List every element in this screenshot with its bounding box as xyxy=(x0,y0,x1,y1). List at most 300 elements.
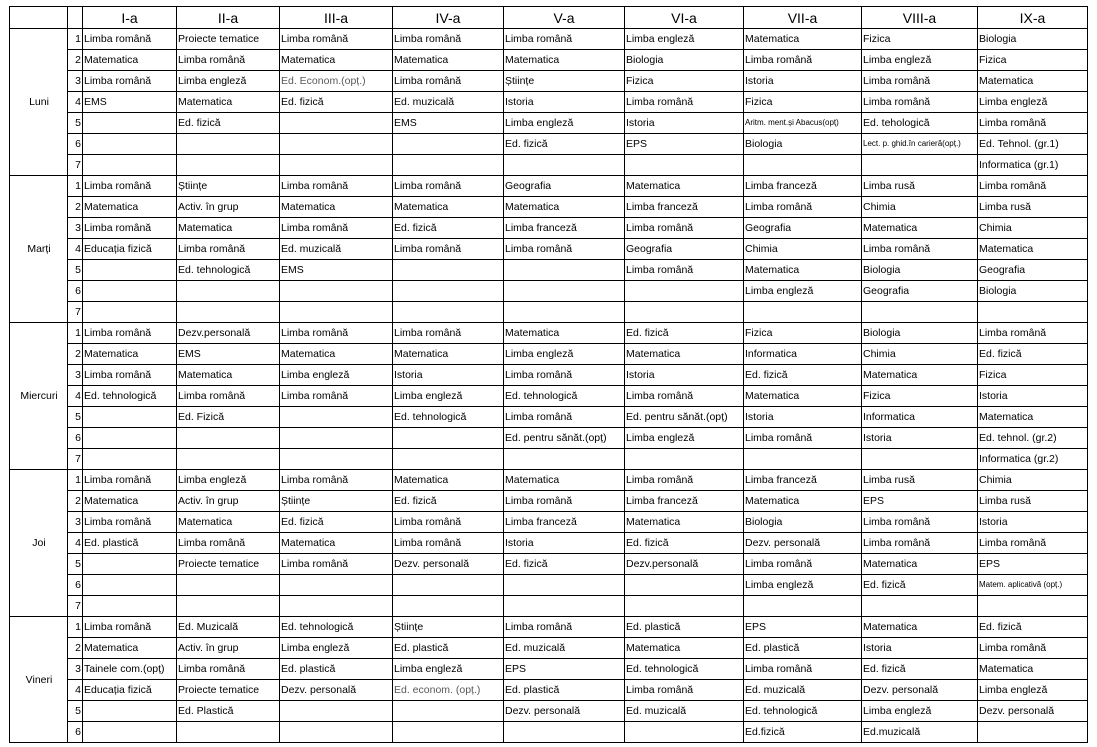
subject-cell: Matem. aplicativă (opț.) xyxy=(978,575,1088,596)
lesson-row xyxy=(10,113,1088,134)
subject-cell: Ed. tehnologică xyxy=(280,617,393,638)
lesson-row xyxy=(10,218,1088,239)
subject-cell: Matematica xyxy=(862,554,978,575)
subject-cell: Ed. tehnologică xyxy=(393,407,504,428)
subject-cell: Limba engleză xyxy=(744,281,862,302)
subject-cell: Limba franceză xyxy=(744,470,862,491)
subject-cell: Matematica xyxy=(744,29,862,50)
subject-cell: Limba română xyxy=(280,554,393,575)
lesson-row xyxy=(10,260,1088,281)
lesson-row xyxy=(10,323,1088,344)
lesson-number: 4 xyxy=(68,386,83,407)
lesson-row xyxy=(10,512,1088,533)
subject-cell: Științe xyxy=(177,176,280,197)
subject-cell: Limba română xyxy=(744,554,862,575)
lesson-number: 7 xyxy=(68,449,83,470)
subject-cell: Limba română xyxy=(978,638,1088,659)
day-label: Luni xyxy=(10,29,68,176)
subject-cell: Limba franceză xyxy=(744,176,862,197)
subject-cell: EMS xyxy=(177,344,280,365)
subject-cell: Aritm. ment.și Abacus(opț) xyxy=(744,113,862,134)
subject-cell: Limba engleză xyxy=(280,638,393,659)
subject-cell: Matematica xyxy=(393,470,504,491)
subject-cell: Limba engleză xyxy=(177,71,280,92)
subject-cell: Limba română xyxy=(83,176,177,197)
subject-cell: Geografia xyxy=(504,176,625,197)
subject-cell: Limba română xyxy=(83,470,177,491)
subject-cell: EMS xyxy=(280,260,393,281)
subject-cell: Activ. în grup xyxy=(177,491,280,512)
subject-cell: EMS xyxy=(83,92,177,113)
subject-cell: Ed.muzicală xyxy=(862,722,978,743)
subject-cell: Limba română xyxy=(83,512,177,533)
subject-cell: Matematica xyxy=(280,50,393,71)
header-class: VI-a xyxy=(625,7,744,29)
subject-cell: Educația fizică xyxy=(83,680,177,701)
subject-cell: Fizica xyxy=(978,50,1088,71)
subject-cell: Istoria xyxy=(393,365,504,386)
subject-cell: Matematica xyxy=(177,218,280,239)
subject-cell: Geografia xyxy=(625,239,744,260)
subject-cell: Dezv. personală xyxy=(744,533,862,554)
subject-cell xyxy=(83,596,177,617)
subject-cell: Chimia xyxy=(744,239,862,260)
subject-cell: Istoria xyxy=(625,113,744,134)
subject-cell xyxy=(744,155,862,176)
lesson-number: 3 xyxy=(68,365,83,386)
subject-cell: Matematica xyxy=(978,407,1088,428)
subject-cell: Limba franceză xyxy=(625,197,744,218)
subject-cell: Fizica xyxy=(862,386,978,407)
lesson-number: 5 xyxy=(68,701,83,722)
subject-cell: Dezv. personală xyxy=(393,554,504,575)
subject-cell: Matematica xyxy=(744,386,862,407)
subject-cell: Matematica xyxy=(978,71,1088,92)
lesson-number: 2 xyxy=(68,344,83,365)
subject-cell xyxy=(280,575,393,596)
subject-cell: Matematica xyxy=(625,512,744,533)
subject-cell xyxy=(393,155,504,176)
subject-cell: Matematica xyxy=(744,260,862,281)
subject-cell: Limba română xyxy=(625,92,744,113)
subject-cell: Ed.fizică xyxy=(744,722,862,743)
subject-cell: Ed. Plastică xyxy=(177,701,280,722)
subject-cell: Matematica xyxy=(625,344,744,365)
subject-cell: Limba engleză xyxy=(744,575,862,596)
subject-cell: Matematica xyxy=(83,344,177,365)
lesson-number: 4 xyxy=(68,239,83,260)
subject-cell: Istoria xyxy=(862,638,978,659)
subject-cell xyxy=(280,134,393,155)
lesson-number: 2 xyxy=(68,491,83,512)
subject-cell: Limba română xyxy=(504,407,625,428)
subject-cell: Limba engleză xyxy=(978,92,1088,113)
day-label: Marți xyxy=(10,176,68,323)
subject-cell: Chimia xyxy=(978,218,1088,239)
subject-cell: Proiecte tematice xyxy=(177,29,280,50)
lesson-row xyxy=(10,50,1088,71)
subject-cell: Limba română xyxy=(83,71,177,92)
subject-cell: Limba engleză xyxy=(504,344,625,365)
lesson-number: 6 xyxy=(68,428,83,449)
subject-cell xyxy=(504,302,625,323)
lesson-number: 4 xyxy=(68,680,83,701)
subject-cell: Limba franceză xyxy=(504,512,625,533)
subject-cell: Matematica xyxy=(177,512,280,533)
subject-cell: Limba română xyxy=(862,533,978,554)
subject-cell: Ed. tehnologică xyxy=(625,659,744,680)
lesson-number: 1 xyxy=(68,617,83,638)
subject-cell: Limba română xyxy=(504,365,625,386)
subject-cell: Ed. fizică xyxy=(978,617,1088,638)
subject-cell xyxy=(280,596,393,617)
subject-cell: Ed. muzicală xyxy=(744,680,862,701)
lesson-number: 3 xyxy=(68,659,83,680)
subject-cell: Limba română xyxy=(625,260,744,281)
subject-cell: Ed. tehnologică xyxy=(177,260,280,281)
subject-cell: Limba engleză xyxy=(504,113,625,134)
subject-cell: Proiecte tematice xyxy=(177,554,280,575)
subject-cell: Activ. în grup xyxy=(177,197,280,218)
subject-cell: Limba rusă xyxy=(862,176,978,197)
lesson-row xyxy=(10,302,1088,323)
lesson-row xyxy=(10,554,1088,575)
lesson-row xyxy=(10,92,1088,113)
subject-cell xyxy=(393,281,504,302)
lesson-row xyxy=(10,155,1088,176)
lesson-number: 7 xyxy=(68,155,83,176)
subject-cell: Ed. tehnologică xyxy=(744,701,862,722)
lesson-number: 3 xyxy=(68,71,83,92)
subject-cell: Limba română xyxy=(862,92,978,113)
subject-cell: Ed. econom. (opț.) xyxy=(393,680,504,701)
subject-cell: Limba română xyxy=(744,197,862,218)
subject-cell: Limba engleză xyxy=(625,428,744,449)
subject-cell: Ed. tehnol. (gr.2) xyxy=(978,428,1088,449)
subject-cell: Matematica xyxy=(978,659,1088,680)
subject-cell: Limba română xyxy=(978,176,1088,197)
subject-cell: Dezv.personală xyxy=(177,323,280,344)
subject-cell: Limba română xyxy=(280,470,393,491)
lesson-number: 4 xyxy=(68,533,83,554)
subject-cell: Limba franceză xyxy=(625,491,744,512)
subject-cell xyxy=(862,596,978,617)
lesson-row xyxy=(10,470,1088,491)
subject-cell: Activ. în grup xyxy=(177,638,280,659)
subject-cell xyxy=(177,596,280,617)
lesson-row xyxy=(10,239,1088,260)
subject-cell: Limba rusă xyxy=(978,491,1088,512)
header-class: II-a xyxy=(177,7,280,29)
subject-cell xyxy=(393,575,504,596)
subject-cell: Limba română xyxy=(504,239,625,260)
subject-cell xyxy=(280,113,393,134)
subject-cell: EPS xyxy=(625,134,744,155)
lesson-row xyxy=(10,617,1088,638)
subject-cell: Chimia xyxy=(978,470,1088,491)
subject-cell: Tainele com.(opț) xyxy=(83,659,177,680)
subject-cell xyxy=(862,302,978,323)
subject-cell: Fizica xyxy=(862,29,978,50)
subject-cell xyxy=(744,302,862,323)
subject-cell: Fizica xyxy=(744,92,862,113)
subject-cell: Biologia xyxy=(744,512,862,533)
subject-cell: Geografia xyxy=(862,281,978,302)
subject-cell: Istoria xyxy=(978,512,1088,533)
subject-cell: Limba română xyxy=(280,323,393,344)
subject-cell: Matematica xyxy=(862,617,978,638)
subject-cell: Ed. muzicală xyxy=(625,701,744,722)
subject-cell: Dezv. personală xyxy=(862,680,978,701)
subject-cell: Limba română xyxy=(862,512,978,533)
subject-cell: Matematica xyxy=(504,50,625,71)
subject-cell: Limba română xyxy=(978,113,1088,134)
subject-cell: Limba română xyxy=(978,323,1088,344)
subject-cell xyxy=(625,449,744,470)
lesson-number: 2 xyxy=(68,50,83,71)
subject-cell: Limba română xyxy=(177,533,280,554)
subject-cell: Ed. pentru sănăt.(opț) xyxy=(504,428,625,449)
lesson-number: 7 xyxy=(68,302,83,323)
subject-cell: Limba română xyxy=(393,176,504,197)
subject-cell: Limba engleză xyxy=(978,680,1088,701)
subject-cell: Matematica xyxy=(280,197,393,218)
subject-cell xyxy=(177,302,280,323)
lesson-number: 3 xyxy=(68,512,83,533)
lesson-row xyxy=(10,533,1088,554)
subject-cell: Științe xyxy=(504,71,625,92)
subject-cell: Limba română xyxy=(280,176,393,197)
subject-cell: EPS xyxy=(862,491,978,512)
subject-cell xyxy=(625,575,744,596)
subject-cell: Ed. fizică xyxy=(978,344,1088,365)
subject-cell: Limba engleză xyxy=(862,701,978,722)
subject-cell: Chimia xyxy=(862,197,978,218)
lesson-row xyxy=(10,71,1088,92)
subject-cell xyxy=(504,575,625,596)
subject-cell: Informatica (gr.1) xyxy=(978,155,1088,176)
subject-cell: Ed. plastică xyxy=(744,638,862,659)
subject-cell: Istoria xyxy=(504,92,625,113)
subject-cell: Limba română xyxy=(393,323,504,344)
lesson-row xyxy=(10,575,1088,596)
lesson-row xyxy=(10,638,1088,659)
header-row xyxy=(10,7,1088,29)
subject-cell: Istoria xyxy=(625,365,744,386)
subject-cell xyxy=(280,407,393,428)
subject-cell: Limba engleză xyxy=(177,470,280,491)
lesson-row xyxy=(10,680,1088,701)
subject-cell xyxy=(83,260,177,281)
subject-cell xyxy=(978,596,1088,617)
lesson-number: 1 xyxy=(68,176,83,197)
subject-cell: Științe xyxy=(393,617,504,638)
subject-cell: Ed. plastică xyxy=(504,680,625,701)
lesson-row xyxy=(10,281,1088,302)
day-label: Vineri xyxy=(10,617,68,743)
subject-cell: Ed. fizică xyxy=(504,134,625,155)
subject-cell: Ed. fizică xyxy=(280,92,393,113)
subject-cell: Chimia xyxy=(862,344,978,365)
header-blank-day xyxy=(10,7,68,29)
subject-cell: Limba română xyxy=(744,428,862,449)
subject-cell: Limba franceză xyxy=(504,218,625,239)
subject-cell: Limba română xyxy=(83,323,177,344)
lesson-row xyxy=(10,596,1088,617)
subject-cell: Limba română xyxy=(862,239,978,260)
lesson-row xyxy=(10,722,1088,743)
subject-cell: Limba engleză xyxy=(862,50,978,71)
header-class: IX-a xyxy=(978,7,1088,29)
subject-cell: Matematica xyxy=(862,218,978,239)
subject-cell: Geografia xyxy=(744,218,862,239)
subject-cell: Ed. Fizică xyxy=(177,407,280,428)
subject-cell xyxy=(504,281,625,302)
subject-cell: Ed. plastică xyxy=(625,617,744,638)
subject-cell: Limba română xyxy=(625,680,744,701)
subject-cell: Limba română xyxy=(393,29,504,50)
subject-cell: Ed. Econom.(opț.) xyxy=(280,71,393,92)
subject-cell xyxy=(177,134,280,155)
subject-cell: Limba română xyxy=(744,50,862,71)
subject-cell xyxy=(393,722,504,743)
subject-cell: Ed. fizică xyxy=(393,218,504,239)
subject-cell xyxy=(177,281,280,302)
subject-cell: Fizica xyxy=(744,323,862,344)
subject-cell xyxy=(393,134,504,155)
subject-cell: Matematica xyxy=(83,50,177,71)
subject-cell xyxy=(744,449,862,470)
subject-cell: Fizica xyxy=(978,365,1088,386)
subject-cell: EMS xyxy=(393,113,504,134)
subject-cell xyxy=(177,428,280,449)
subject-cell xyxy=(83,449,177,470)
subject-cell: Matematica xyxy=(177,92,280,113)
subject-cell: Dezv. personală xyxy=(280,680,393,701)
subject-cell xyxy=(83,113,177,134)
subject-cell: Matematica xyxy=(83,197,177,218)
subject-cell xyxy=(744,596,862,617)
lesson-number: 1 xyxy=(68,470,83,491)
subject-cell xyxy=(280,302,393,323)
subject-cell: Biologia xyxy=(625,50,744,71)
subject-cell: Ed. fizică xyxy=(393,491,504,512)
subject-cell: Informatica (gr.2) xyxy=(978,449,1088,470)
subject-cell: Ed. muzicală xyxy=(280,239,393,260)
lesson-row xyxy=(10,449,1088,470)
subject-cell: EPS xyxy=(744,617,862,638)
subject-cell xyxy=(504,596,625,617)
subject-cell: Lect. p. ghid.în carieră(opț.) xyxy=(862,134,978,155)
subject-cell: Educația fizică xyxy=(83,239,177,260)
day-label: Miercuri xyxy=(10,323,68,470)
subject-cell: Ed. fizică xyxy=(177,113,280,134)
subject-cell: Limba română xyxy=(280,29,393,50)
subject-cell xyxy=(280,722,393,743)
subject-cell: Ed. fizică xyxy=(280,512,393,533)
subject-cell xyxy=(280,701,393,722)
subject-cell xyxy=(83,281,177,302)
subject-cell: Ed. plastică xyxy=(393,638,504,659)
day-label: Joi xyxy=(10,470,68,617)
lesson-row xyxy=(10,491,1088,512)
subject-cell: Limba română xyxy=(625,470,744,491)
subject-cell xyxy=(625,155,744,176)
subject-cell: Istoria xyxy=(744,71,862,92)
subject-cell: Limba română xyxy=(177,659,280,680)
subject-cell xyxy=(625,596,744,617)
lesson-row xyxy=(10,344,1088,365)
subject-cell: Limba rusă xyxy=(862,470,978,491)
subject-cell xyxy=(83,575,177,596)
subject-cell xyxy=(625,722,744,743)
subject-cell: Limba română xyxy=(625,218,744,239)
lesson-row xyxy=(10,29,1088,50)
subject-cell: Ed. muzicală xyxy=(504,638,625,659)
subject-cell: Limba română xyxy=(393,239,504,260)
subject-cell: Limba română xyxy=(504,617,625,638)
subject-cell: Limba engleză xyxy=(625,29,744,50)
header-class: VII-a xyxy=(744,7,862,29)
subject-cell: Limba română xyxy=(978,533,1088,554)
subject-cell: Limba română xyxy=(83,29,177,50)
lesson-row xyxy=(10,659,1088,680)
lesson-row xyxy=(10,386,1088,407)
subject-cell: Ed. muzicală xyxy=(393,92,504,113)
subject-cell: EPS xyxy=(978,554,1088,575)
school-timetable xyxy=(9,6,1088,743)
subject-cell: Științe xyxy=(280,491,393,512)
subject-cell xyxy=(280,281,393,302)
subject-cell: Limba română xyxy=(177,50,280,71)
subject-cell: Geografia xyxy=(978,260,1088,281)
subject-cell xyxy=(393,302,504,323)
lesson-row xyxy=(10,701,1088,722)
subject-cell: Matematica xyxy=(504,323,625,344)
subject-cell xyxy=(504,155,625,176)
subject-cell: Limba română xyxy=(280,386,393,407)
subject-cell: Matematica xyxy=(83,491,177,512)
subject-cell: Ed. plastică xyxy=(280,659,393,680)
subject-cell: Ed. plastică xyxy=(83,533,177,554)
header-class: I-a xyxy=(83,7,177,29)
lesson-number: 5 xyxy=(68,407,83,428)
subject-cell: Ed. fizică xyxy=(504,554,625,575)
subject-cell xyxy=(978,722,1088,743)
subject-cell: Ed. fizică xyxy=(625,533,744,554)
subject-cell xyxy=(83,407,177,428)
subject-cell: Dezv. personală xyxy=(504,701,625,722)
subject-cell: Limba română xyxy=(393,71,504,92)
subject-cell xyxy=(504,260,625,281)
subject-cell: Matematica xyxy=(393,197,504,218)
header-class: III-a xyxy=(280,7,393,29)
subject-cell xyxy=(83,302,177,323)
subject-cell: Matematica xyxy=(280,344,393,365)
timetable-container xyxy=(9,6,1088,743)
subject-cell: Dezv. personală xyxy=(978,701,1088,722)
lesson-row xyxy=(10,197,1088,218)
subject-cell xyxy=(83,155,177,176)
subject-cell: Istoria xyxy=(978,386,1088,407)
subject-cell xyxy=(393,701,504,722)
subject-cell: Limba română xyxy=(177,386,280,407)
subject-cell: EPS xyxy=(504,659,625,680)
subject-cell xyxy=(393,449,504,470)
subject-cell: Limba română xyxy=(862,71,978,92)
subject-cell: Ed. Tehnol. (gr.1) xyxy=(978,134,1088,155)
subject-cell: Limba română xyxy=(504,491,625,512)
